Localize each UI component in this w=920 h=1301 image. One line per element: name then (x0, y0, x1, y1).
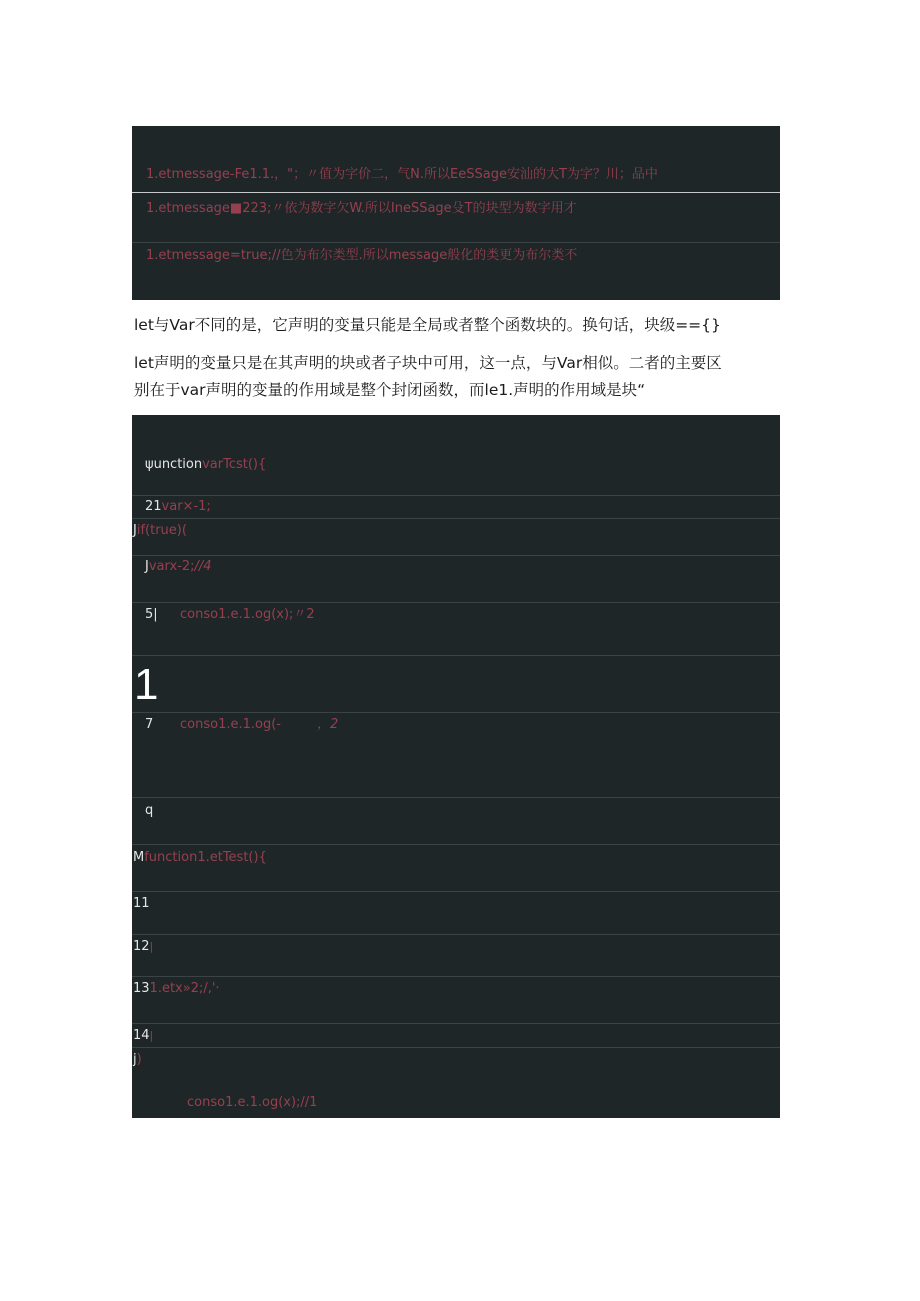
code-line-number: 14 (133, 1028, 150, 1043)
code-line-prefix: q (145, 803, 154, 818)
code-line-number: 11 (133, 896, 150, 911)
code-line-number: 21 (145, 499, 162, 514)
code-line-8 (145, 799, 780, 823)
code-line-13 (133, 1024, 780, 1048)
code-line-number: 1.etmessage■223;〃依为数字欠W.所以IneSSage殳T的块型为数字用才 (146, 201, 577, 216)
code-line-prefix: ψunction (145, 457, 203, 472)
code-line-3 (133, 519, 780, 543)
code-line-comment: //4 (194, 559, 212, 574)
code-line-14 (133, 1048, 780, 1072)
code-line-4 (145, 555, 780, 579)
code-line-5 (145, 603, 780, 627)
code-line-divider (132, 242, 780, 243)
code-line-12 (133, 977, 780, 1001)
code-line-prefix: M (133, 850, 145, 865)
code-line-prefix: j (133, 1052, 137, 1067)
paragraph-let-scope-line-2: 别在于var声明的变量的作用域是整个封闭函数，而le1.声明的作用域是块“ (134, 381, 646, 399)
code-block-types (132, 126, 780, 300)
code-line-text: | (149, 940, 154, 953)
code-line-text: function1.etTest(){ (144, 850, 267, 865)
code-line-number-large: 1 (134, 660, 159, 709)
code-line-7 (145, 713, 780, 737)
code-line-text: | (149, 1029, 154, 1042)
code-line-text: varTcst(){ (202, 457, 267, 472)
code-line-1 (145, 453, 780, 477)
code-line-boolean: 1.etmessage=true;//色为布尔类型.所以message般化的类更为布尔类不 (146, 248, 578, 263)
code-line-text: var×-1; (161, 499, 211, 514)
code-line-comment: ，2 (316, 717, 339, 732)
code-line-text: ) (136, 1052, 142, 1067)
paragraph-let-vs-var: let与Var不同的是，它声明的变量只能是全局或者整个函数块的。换句话，块级=={} (134, 316, 721, 334)
code-block-scope-example (132, 415, 780, 1118)
code-line-2 (145, 495, 780, 519)
code-line-10 (133, 892, 780, 916)
code-line-number: 5| (145, 607, 158, 622)
code-line-number: 7 (145, 717, 154, 732)
code-line-11 (133, 935, 780, 959)
code-line-number: 12 (133, 939, 150, 954)
code-line-text: 1.etx»2;/,'· (149, 981, 220, 996)
code-line-text: varx-2; (148, 559, 195, 574)
code-line-number: 13 (133, 981, 150, 996)
code-line-text: conso1.e.1.og(x);//1 (187, 1095, 318, 1110)
code-line-prefix: J (145, 559, 149, 574)
paragraph-let-scope-line-1: let声明的变量只是在其声明的块或者子块中可用，这一点，与Var相似。二者的主要区 (134, 354, 722, 372)
code-line-9 (133, 846, 780, 870)
code-line-divider (132, 655, 780, 656)
code-line-text: if(true)( (136, 523, 187, 538)
code-line-prefix: J (133, 523, 137, 538)
code-line-divider (132, 844, 780, 845)
code-line-divider (132, 797, 780, 798)
code-line-divider (132, 192, 780, 193)
code-line-text: conso1.e.1.og(- (180, 717, 281, 732)
code-line-string: 1.etmessage-Fe1.1.，"；〃值为字价二，气N.所以EeSSage安汕的大T为字？川；品中 (146, 167, 658, 182)
code-line-15 (187, 1091, 780, 1115)
code-line-text: conso1.e.1.og(x);〃2 (180, 607, 315, 622)
